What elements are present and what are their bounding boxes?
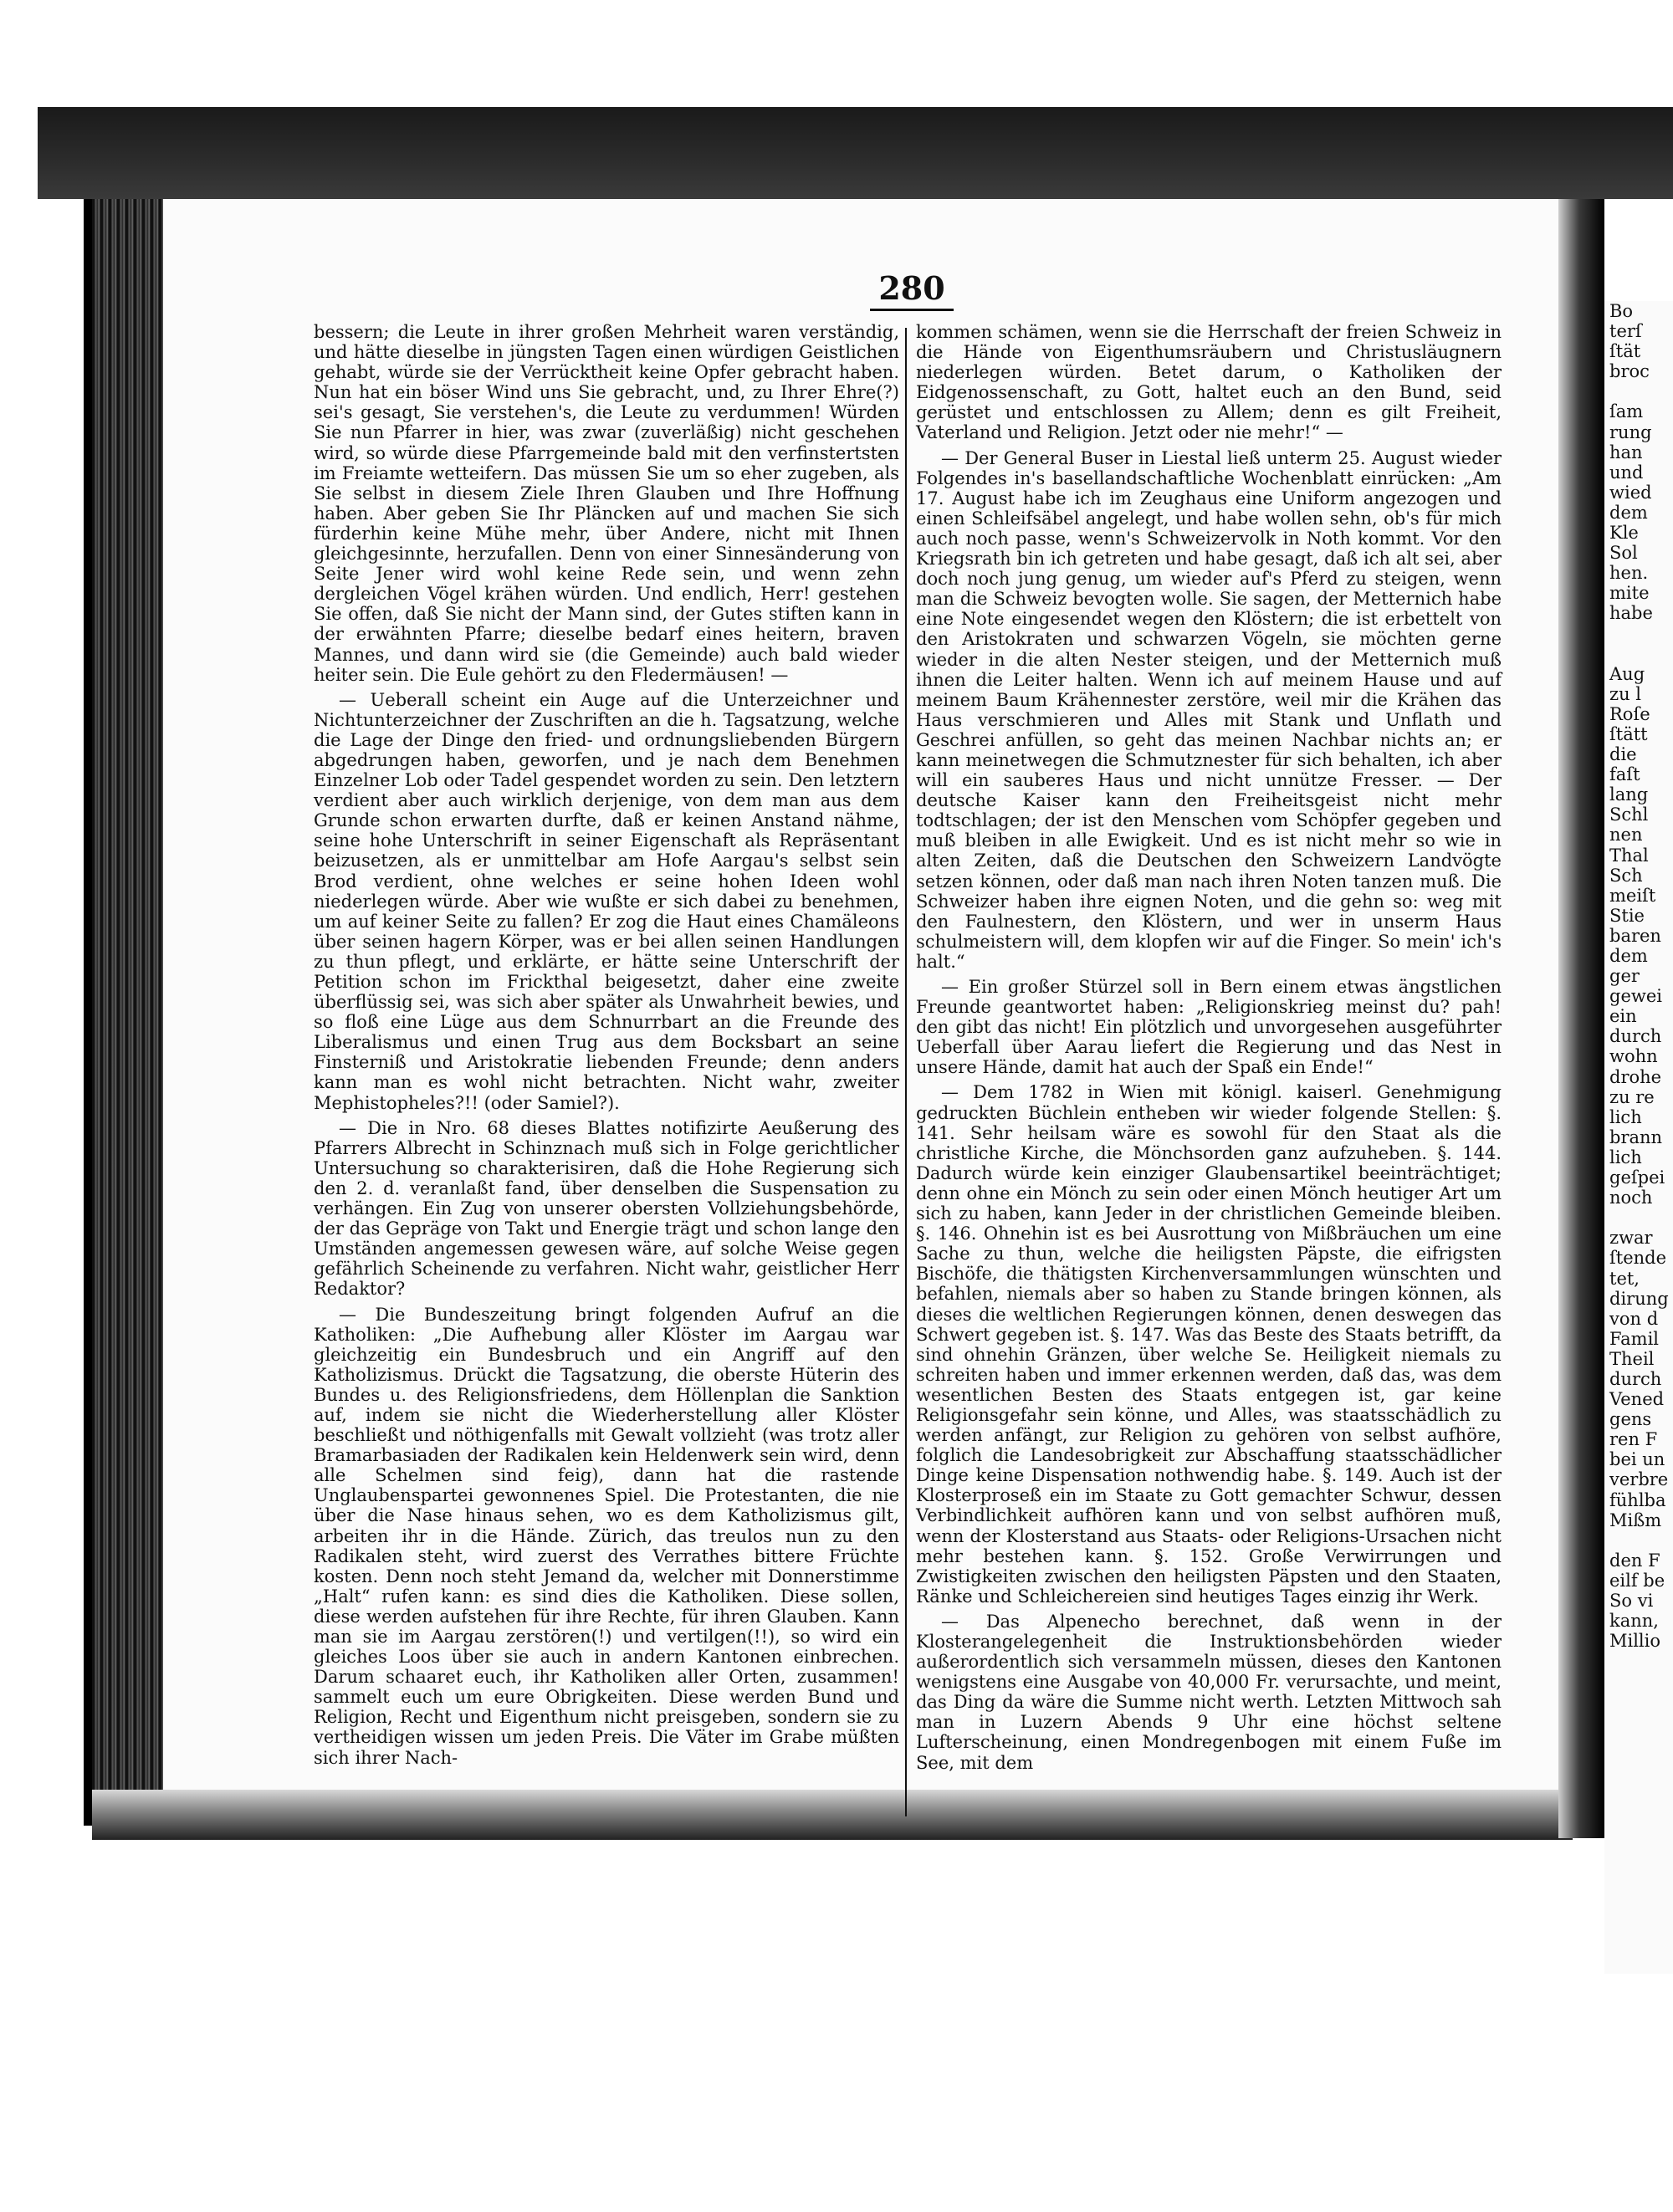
next-page-line-fragment: baren bbox=[1609, 925, 1661, 946]
next-page-line-fragment: ein bbox=[1609, 1006, 1637, 1027]
next-page-line-fragment: ſtätt bbox=[1609, 723, 1648, 744]
next-page-line-fragment: dem bbox=[1609, 946, 1648, 966]
next-page-line-fragment: Famil bbox=[1609, 1328, 1660, 1349]
article-paragraph: — Die Bundeszeitung bringt folgenden Aufruf an die Katholiken: „Die Aufhebung aller Klöster im Aargau war gleichzeitig ein Bundesbruch und ein Angriff auf den Katholizismus. Drückt die Tagsatzung, die oberste Hüterin des Bundes u. des Religionsfriedens, dem Höllenplan die Sanktion auf, indem sie nicht die Wiederherstellung aller Klöster beschließt und nöthigenfalls mit Gewalt vollzieht (was trotz aller Bramarbasiaden der Radikalen kein Heldenwerk sein wird, denn alle Schelmen sind feig), dann hat die rastende Unglaubenspartei gewonnenes Spiel. Die Protestanten, die nie über die Nase hinaus sehen, wo es dem Katholizismus gilt, arbeiten ihr in die Hände. Zürich, das treulos nun zu den Radikalen steht, wird zuerst des Verrathes bittere Früchte kosten. Denn noch steht Jemand da, welcher mit Donnerstimme „Halt“ rufen kann: es sind dies die Katholiken. Diese sollen, diese werden aufstehen für ihre Rechte, für ihren Glauben. Kann man sie im Aargau zerstören(!) und vertilgen(!!), so wird ein gleiches Loos über sie auch in andern Kantonen einbrechen. Darum schaaret euch, ihr Katholiken aller Orten, zusammen! sammelt euch um eure Obrigkeiten. Diese werden Bund und Religion, Recht und Eigenthum nicht preisgeben, sondern sie zu vertheidigen wissen um jeden Preis. Die Väter im Grabe müßten sich ihrer Nach- bbox=[314, 1304, 899, 1768]
next-page-line-fragment: rung bbox=[1609, 421, 1652, 442]
next-page-line-fragment: dem bbox=[1609, 502, 1648, 523]
next-page-line-fragment: wied bbox=[1609, 482, 1652, 503]
next-page-line-fragment bbox=[1604, 1208, 1673, 1228]
book-page-edges bbox=[92, 199, 163, 1813]
next-page-line-fragment bbox=[1604, 624, 1673, 644]
article-paragraph: — Der General Buser in Liestal ließ unterm 25. August wieder Folgendes in's basellandschaftliche Wochenblatt einrücken: „Am 17. August habe ich im Zeughaus eine Uniform angezogen und einen Schleifsäbel angelegt, und habe wollen sehn, ob's für mich auch noch passe, wenn's Schweizervolk in Noth kommt. Vor den Kriegsrath bin ich getreten und habe gesagt, daß ich alt sei, aber doch noch jung genug, um wieder auf's Pferd zu steigen, wenn man die Schweiz bevogten wolle. Sie sagen, der Metternich habe eine Note eingesendet wegen den Klöstern; die ist erbettelt von den Aristokraten und schwarzen Vögeln, sie möchten gerne wieder in die alten Nester steigen, und der Metternich muß ihnen die Leiter halten. Wenn ich auf meinem Hause und auf meinem Baum Krähennester zerstöre, weil mir die Krähen das Haus verschmieren und Alles mit Stank und Unflath und Geschrei anfüllen, so geht das meinen Nachbar nichts an; er kann meinetwegen die Schmutznester für sich behalten, ich aber will ein sauberes Haus und nicht unnütze Fresser. — Der deutsche Kaiser kann den Freiheitsgeist nicht mehr todtschlagen; der ist den Menschen vom Schöpfer gegeben und muß bleiben in alle Ewigkeit. Und es ist nicht mehr so wie in alten Zeiten, daß die Deutschen den Schweizern Landvögte setzen können, oder daß man nach ihren Noten tanzen muß. Die Schweizer haben ihre eignen Noten, und die gehn so: weg mit den Faulnestern, den Klöstern, und wer in unserm Haus schulmeistern will, dem klopfen wir auf die Finger. So mein' ich's halt.“ bbox=[916, 447, 1502, 972]
next-page-line-fragment: lich bbox=[1609, 1106, 1642, 1127]
page-number: 280 bbox=[870, 269, 954, 311]
next-page-strip bbox=[1604, 301, 1673, 1974]
next-page-line-fragment: han bbox=[1609, 442, 1643, 462]
next-page-line-fragment: lang bbox=[1609, 784, 1649, 805]
next-page-line-fragment: Vened bbox=[1609, 1389, 1665, 1410]
next-page-line-fragment: wohn bbox=[1609, 1046, 1658, 1067]
next-page-line-fragment: broc bbox=[1609, 361, 1650, 382]
next-page-line-fragment: Stie bbox=[1609, 905, 1645, 926]
column-divider bbox=[905, 328, 907, 1816]
next-page-line-fragment: Thal bbox=[1609, 845, 1649, 866]
article-paragraph: — Ein großer Stürzel soll in Bern einem etwas ängstlichen Freunde geantwortet haben: „Religionskrieg meinst du? pah! den gibt das nicht! Ein plötzlich und unvorgesehen ausgeführter Ueberfall über Aarau liefert die Regierung und das Nest in unsere Hände, damit hat auch der Spaß ein Ende!“ bbox=[916, 977, 1502, 1078]
next-page-line-fragment: zwar bbox=[1609, 1228, 1653, 1249]
next-page-line-fragment: und bbox=[1609, 462, 1644, 483]
next-page-line-fragment: lich bbox=[1609, 1147, 1642, 1167]
next-page-line-fragment: Schl bbox=[1609, 805, 1649, 825]
next-page-line-fragment: geſpei bbox=[1609, 1167, 1665, 1188]
next-page-line-fragment: Sol bbox=[1609, 543, 1638, 564]
next-page-line-fragment: Sch bbox=[1609, 865, 1643, 886]
next-page-line-fragment: eilf be bbox=[1609, 1570, 1665, 1591]
next-page-line-fragment: ger bbox=[1609, 966, 1640, 987]
next-page-line-fragment: terſ bbox=[1609, 321, 1642, 342]
next-page-line-fragment: durch bbox=[1609, 1026, 1662, 1047]
article-paragraph: — Ueberall scheint ein Auge auf die Unterzeichner und Nichtunterzeichner der Zuschriften an die h. Tagsatzung, welche die Lage der Dinge den fried- und ordnungsliebenden Bürgern abgedrungen haben, geworfen, und je nach dem Benehmen Einzelner Lob oder Tadel gespendet worden zu sein. Den letztern verdient aber auch wirklich derjenige, von dem man aus dem Grunde schon erwarten durfte, daß er keinen Anstand nähme, seine hohe Unterschrift in seiner Eigenschaft als Repräsentant beizusetzen, als er unmittelbar am Hofe Aargau's selbst sein Brod verdient, ohne welches er seine hohen Ideen wohl niederlegen würde. Aber wie wußte er sich dabei zu benehmen, um auf keiner Seite zu fallen? Er zog die Haut eines Chamäleons über seinen hagern Körper, was er bei allen seinen Handlungen zu thun pflegt, und erklärte, er hätte seine Unterschrift der Petition schon im Frickthal beigesetzt, daher eine zweite überflüssig sei, was sich aber später als Unwahrheit bewies, und so floß eine Lüge aus dem Schnurrbart an die Freunde des Liberalismus und einen Trug aus dem Bocksbart an seine Finsterniß und Aristokratie liebenden Freunde; denn anders kann man es wohl nicht betrachten. Nicht wahr, zweiter Mephistopheles?!! (oder Samiel?). bbox=[314, 689, 899, 1113]
next-page-line-fragment: von d bbox=[1609, 1308, 1659, 1329]
next-page-line-fragment: Theil bbox=[1609, 1348, 1655, 1369]
next-page-line-fragment: den F bbox=[1609, 1550, 1660, 1571]
next-page-line-fragment: brann bbox=[1609, 1126, 1663, 1147]
next-page-line-fragment: meiſt bbox=[1609, 885, 1656, 906]
next-page-line-fragment: hen. bbox=[1609, 563, 1649, 584]
next-page-line-fragment: Bo bbox=[1609, 301, 1634, 321]
next-page-line-fragment: bei un bbox=[1609, 1449, 1665, 1470]
next-page-line-fragment: verbre bbox=[1609, 1469, 1669, 1490]
next-page-line-fragment: mite bbox=[1609, 583, 1650, 604]
next-page-line-fragment: nen bbox=[1609, 825, 1643, 845]
next-page-line-fragment: faſt bbox=[1609, 764, 1640, 785]
next-page-line-fragment: ſtende bbox=[1609, 1248, 1667, 1269]
article-paragraph: — Das Alpenecho berechnet, daß wenn in der Klosterangelegenheit die Instruktionsbehörden wieder außerordentlich sich versammeln müssen, dieses den Kantonen wenigstens eine Ausgabe von 40,000 Fr. verursachte, und meint, das Ding da wäre die Summe nicht werth. Letzten Mittwoch sah man in Luzern Abends 9 Uhr eine höchst seltene Lufterscheinung, einen Mondregenbogen mit einem Fuße im See, mit dem bbox=[916, 1611, 1502, 1773]
next-page-line-fragment: ſam bbox=[1609, 401, 1644, 422]
next-page-line-fragment bbox=[1604, 381, 1673, 401]
next-page-line-fragment: durch bbox=[1609, 1368, 1662, 1389]
next-page-line-fragment bbox=[1604, 1530, 1673, 1550]
next-page-line-fragment: ren F bbox=[1609, 1429, 1658, 1450]
next-page-line-fragment: So vi bbox=[1609, 1591, 1654, 1611]
next-page-line-fragment bbox=[1604, 644, 1673, 664]
next-page-line-fragment: fühlba bbox=[1609, 1489, 1666, 1510]
next-page-line-fragment: zu re bbox=[1609, 1086, 1655, 1107]
next-page-line-fragment: Aug bbox=[1609, 663, 1645, 684]
next-page-line-fragment: die bbox=[1609, 744, 1637, 765]
article-paragraph: — Dem 1782 in Wien mit königl. kaiserl. Genehmigung gedruckten Büchlein entheben wir wieder folgende Stellen: §. 141. Sehr heilsam wäre es sowohl für den Staat als die christliche Kirche, die Mönchsorden ganz aufzuheben. §. 144. Dadurch würde kein einziger Glaubensartikel beeinträchtiget; denn ohne ein Mönch zu sein oder einen Mönch heutiger Art um sich zu haben, kann Jeder in der christlichen Gemeinde bleiben. §. 146. Ohnehin ist es bei Ausrottung von Mißbräuchen um eine Sache zu thun, welche die heiligsten Päpste, die eifrigsten Bischöfe, die thätigsten Kirchenversammlungen wünschten und befahlen, niemals aber so haben zu Stande bringen können, als dieses die weltlichen Regierungen können, denen deswegen das Schwert gegeben ist. §. 147. Was das Beste des Staats betrifft, da sind ohnehin Gränzen, über welche Se. Heiligkeit niemals zu schreiten haben und immer erkennen werden, daß das, was dem wesentlichen Besten des Staats entgegen ist, gar keine Religionsgefahr sein könne, und Alles, was staatsschädlich zu werden anfängt, zur Religion zu gehören von selbst aufhöre, folglich die Landesobrigkeit zur Abschaffung staatsschädlicher Dinge keine Dispensation nothwendig habe. §. 149. Auch ist der Klosterproseß ein im Staate zu Gott gemachter Schwur, dessen Verbindlichkeit aufhören kann und von selbst aufhören muß, wenn der Klosterstand aus Staats- oder Religions-Ursachen nicht mehr bestehen kann. §. 152. Große Verwirrungen und Zwistigkeiten zwischen den heiligsten Päpsten und den Staaten, Ränke und Schleichereien sind heutiges Tages einzig ihr Werk. bbox=[916, 1082, 1502, 1607]
next-page-line-fragment: Mißm bbox=[1609, 1510, 1662, 1530]
article-paragraph: — Die in Nro. 68 dieses Blattes notifizirte Aeußerung des Pfarrers Albrecht in Schinznach muß sich in Folge gerichtlicher Untersuchung so charakterisiren, daß die Hohe Regierung sich den 2. d. veranlaßt fand, über denselben die Suspensation zu verhängen. Ein Zug von unserer obersten Vollziehungsbehörde, der das Gepräge von Takt und Energie trägt und schon lange den Umständen angemessen gewesen wäre, auf solche Weise gegen gefährlich Scheinende zu verfahren. Nicht wahr, geistlicher Herr Redaktor? bbox=[314, 1117, 899, 1300]
next-page-line-fragment: Roſe bbox=[1609, 703, 1650, 724]
scan-dark-border bbox=[38, 107, 1673, 199]
article-paragraph: bessern; die Leute in ihrer großen Mehrheit waren verständig, und hätte dieselbe in jüngsten Tagen einen würdigen Geistlichen gehabt, würde sie der Verrücktheit keine Opfer gebracht haben. Nun hat ein böser Wind uns Sie gebracht, und, zu Ihrer Ehre(?) sei's gesagt, Sie verstehen's, die Leute zu verdummen! Würden Sie nun Pfarrer in hier, was zwar (zuverläßig) nicht geschehen wird, so würde diese Pfarrgemeinde bald mit den verfinstertsten im Freiamte wetteifern. Das müssen Sie um so eher zugeben, als Sie selbst in diesem Ziele Ihren Glauben und Ihre Hoffnung haben. Aber geben Sie Ihr Pläncken auf und machen Sie sich fürderhin keine Mühe mehr, über Andere, nicht mit Ihnen gleichgesinnte, herzufallen. Denn von einer Sinnesänderung von Seite Jener wird wohl keine Rede sein, und wenn zehn dergleichen Vögel krähen würden. Und endlich, Herr! gestehen Sie offen, daß Sie nicht der Mann sind, der Gutes stiften kann in der erwähnten Pfarre; dieselbe bedarf eines heitern, braven Mannes, und dann wird sie (die Gemeinde) auch bald wieder heiter sein. Die Eule gehört zu den Fledermäusen! — bbox=[314, 322, 899, 685]
next-page-line-fragment: gewei bbox=[1609, 986, 1662, 1007]
article-paragraph: kommen schämen, wenn sie die Herrschaft der freien Schweiz in die Hände von Eigenthumsräubern und Christusläugnern niederlegen würden. Betet darum, o Katholiken der Eidgenossenschaft, zu Gott, haltet euch an den Bund, seid gerüstet und entschlossen zu Allem; denn es gilt Freiheit, Vaterland und Religion. Jetzt oder nie mehr!“ — bbox=[916, 322, 1502, 443]
right-column bbox=[916, 322, 1502, 1778]
next-page-line-fragment: kann, bbox=[1609, 1611, 1659, 1632]
next-page-line-fragment: Millio bbox=[1609, 1631, 1661, 1652]
next-page-line-fragment: noch bbox=[1609, 1188, 1653, 1208]
book-bottom-edge bbox=[92, 1790, 1573, 1840]
next-page-line-fragment: dirung bbox=[1609, 1288, 1669, 1309]
next-page-line-fragment: drohe bbox=[1609, 1066, 1662, 1087]
next-page-line-fragment: habe bbox=[1609, 603, 1653, 624]
next-page-line-fragment: zu l bbox=[1609, 683, 1641, 704]
book-gutter bbox=[1558, 199, 1604, 1838]
next-page-line-fragment: ſtät bbox=[1609, 341, 1641, 362]
next-page-line-fragment: tet, bbox=[1609, 1268, 1640, 1289]
next-page-line-fragment: gens bbox=[1609, 1409, 1652, 1430]
next-page-line-fragment: Kle bbox=[1609, 523, 1639, 544]
left-column bbox=[314, 322, 899, 1773]
